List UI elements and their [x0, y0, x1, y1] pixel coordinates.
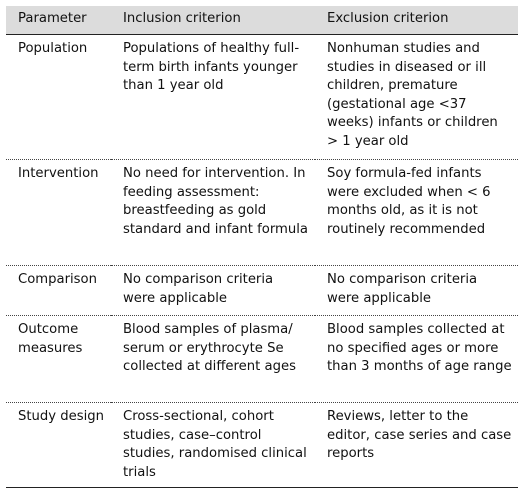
header-exclusion: Exclusion criterion	[315, 6, 518, 35]
cell-inclusion: Cross-sectional, cohort studies, case–control studies, randomised clinical trials	[111, 403, 315, 488]
table-row	[6, 266, 518, 316]
table-header	[6, 6, 518, 35]
cell-parameter: Comparison	[6, 266, 111, 316]
table-row	[6, 35, 518, 160]
cell-parameter: Population	[6, 35, 111, 160]
header-inclusion: Inclusion criterion	[111, 6, 315, 35]
cell-exclusion: Blood samples collected at no specified ages or more than 3 months of age range	[315, 316, 518, 403]
cell-parameter: Outcome measures	[6, 316, 111, 403]
cell-exclusion: No comparison criteria were applicable	[315, 266, 518, 316]
cell-exclusion: Soy formula-fed infants were excluded when < 6 months old, as it is not routinely recommended	[315, 160, 518, 266]
table-row	[6, 403, 518, 488]
cell-inclusion: Populations of healthy full-term birth infants younger than 1 year old	[111, 35, 315, 160]
header-parameter: Parameter	[6, 6, 111, 35]
cell-inclusion: No need for intervention. In feeding assessment: breastfeeding as gold standard and infant formula	[111, 160, 315, 266]
table-body	[6, 35, 518, 488]
table-row	[6, 316, 518, 403]
criteria-table	[6, 6, 518, 488]
cell-parameter: Intervention	[6, 160, 111, 266]
cell-exclusion: Reviews, letter to the editor, case series and case reports	[315, 403, 518, 488]
cell-exclusion: Nonhuman studies and studies in diseased or ill children, premature (gestational age <37 weeks) infants or children > 1 year old	[315, 35, 518, 160]
header-row	[6, 6, 518, 35]
cell-parameter: Study design	[6, 403, 111, 488]
cell-inclusion: No comparison criteria were applicable	[111, 266, 315, 316]
cell-inclusion: Blood samples of plasma/ serum or erythrocyte Se collected at different ages	[111, 316, 315, 403]
table-row	[6, 160, 518, 266]
